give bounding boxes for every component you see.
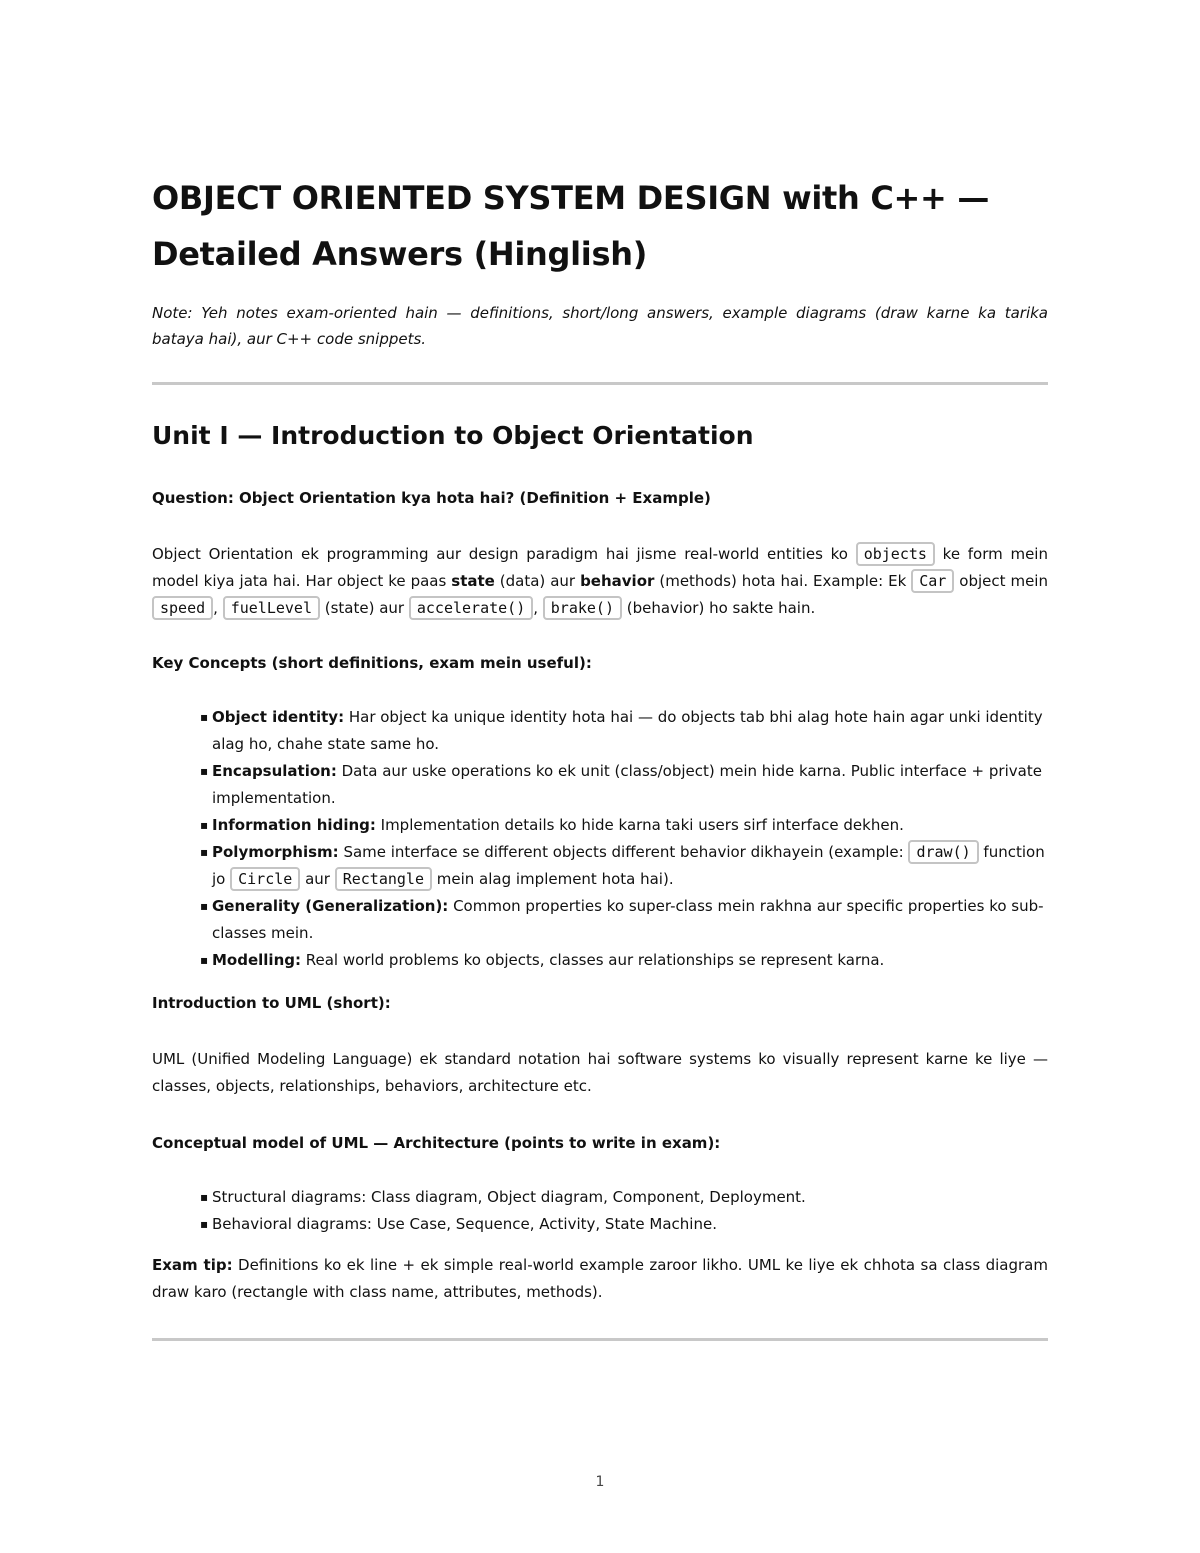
concept-text: Data aur uske operations ko ek unit (class/object) mein hide karna. Public interface + private implementation. (212, 762, 1042, 807)
uml-intro-paragraph: UML (Unified Modeling Language) ek standard notation hai software systems ko visually represent karne ke liye — classes, objects, relationships, behaviors, architecture etc. (152, 1050, 1048, 1095)
uml-architecture-list (152, 1184, 1048, 1238)
uml-intro-label: Introduction to UML (short): (152, 994, 391, 1012)
page-content (152, 170, 1048, 1341)
code-rectangle: Rectangle (335, 867, 432, 891)
code-speed: speed (152, 596, 213, 620)
concept-term: Polymorphism: (212, 843, 339, 861)
code-objects: objects (856, 542, 935, 566)
exam-tip-label: Exam tip: (152, 1256, 233, 1274)
text-span: (state) aur (319, 599, 409, 617)
list-item (212, 893, 1048, 947)
concept-text: Same interface se different objects different behavior dikhayein (example: (338, 843, 909, 861)
text-span: , (213, 599, 223, 617)
concept-text: Implementation details ko hide karna taki users sirf interface dekhen. (375, 816, 904, 834)
list-item: ▪ Behavioral diagrams: Use Case, Sequence, Activity, State Machine. (212, 1211, 1048, 1238)
intro-note: Note: Yeh notes exam-oriented hain — definitions, short/long answers, example diagrams (draw karne ka tarika bataya hai), aur C++ code snippets. (152, 304, 1048, 348)
concept-term: Modelling: (212, 951, 301, 969)
unit-heading: Unit I — Introduction to Object Orientation (152, 421, 754, 450)
text-span: (behavior) ho sakte hain. (622, 599, 816, 617)
document-title: OBJECT ORIENTED SYSTEM DESIGN with C++ — Detailed Answers (Hinglish) (152, 179, 990, 273)
list-item (212, 704, 1048, 758)
code-car: Car (911, 569, 954, 593)
text-span: (methods) hota hai. Example: Ek (654, 572, 912, 590)
concept-term: Generality (Generalization): (212, 897, 449, 915)
concept-text: Real world problems ko objects, classes aur relationships se represent karna. (300, 951, 885, 969)
concept-term: Object identity: (212, 708, 345, 726)
code-accelerate: accelerate() (409, 596, 533, 620)
key-concepts-label: Key Concepts (short definitions, exam mein useful): (152, 654, 592, 672)
text-span: Object Orientation ek programming aur design paradigm hai jisme real-world entities ko (152, 545, 856, 563)
key-concepts-list (152, 704, 1048, 974)
concept-text: Common properties ko super-class mein rakhna aur specific properties ko sub-classes mein. (212, 897, 1044, 942)
list-item (212, 758, 1048, 812)
text-span: , (533, 599, 543, 617)
list-item: ▪ Structural diagrams: Class diagram, Object diagram, Component, Deployment. (212, 1184, 1048, 1211)
text-span: (data) aur (494, 572, 581, 590)
code-fuellevel: fuelLevel (223, 596, 320, 620)
concept-term: Information hiding: (212, 816, 376, 834)
exam-tip-paragraph (152, 1252, 1048, 1306)
code-brake: brake() (543, 596, 622, 620)
text-span: object mein (954, 572, 1048, 590)
concept-term: Encapsulation: (212, 762, 337, 780)
uml-architecture-label: Conceptual model of UML — Architecture (points to write in exam): (152, 1134, 721, 1152)
text-span: ke form mein model kiya jata hai. Har object ke paas (152, 545, 1048, 590)
section-divider (152, 382, 1048, 385)
concept-text: Har object ka unique identity hota hai — do objects tab bhi alag hote hain agar unki identity alag ho, chahe state same ho. (212, 708, 1043, 753)
definition-paragraph (152, 541, 1048, 622)
bold-state: state (451, 572, 495, 590)
code-draw: draw() (908, 840, 978, 864)
page-number: 1 (595, 1474, 605, 1490)
code-circle: Circle (230, 867, 300, 891)
question-heading: Question: Object Orientation kya hota hai? (Definition + Example) (152, 489, 711, 507)
list-item (212, 839, 1048, 893)
exam-tip-text: Definitions ko ek line + ek simple real-world example zaroor likho. UML ke liye ek chhota sa class diagram draw karo (rectangle with class name, attributes, methods). (152, 1256, 1048, 1301)
concept-text: function jo (212, 843, 1045, 888)
section-divider (152, 1338, 1048, 1341)
list-item (212, 947, 1048, 974)
concept-text: aur (300, 870, 335, 888)
bold-behavior: behavior (580, 572, 655, 590)
list-item (212, 812, 1048, 839)
concept-text: mein alag implement hota hai). (432, 870, 674, 888)
